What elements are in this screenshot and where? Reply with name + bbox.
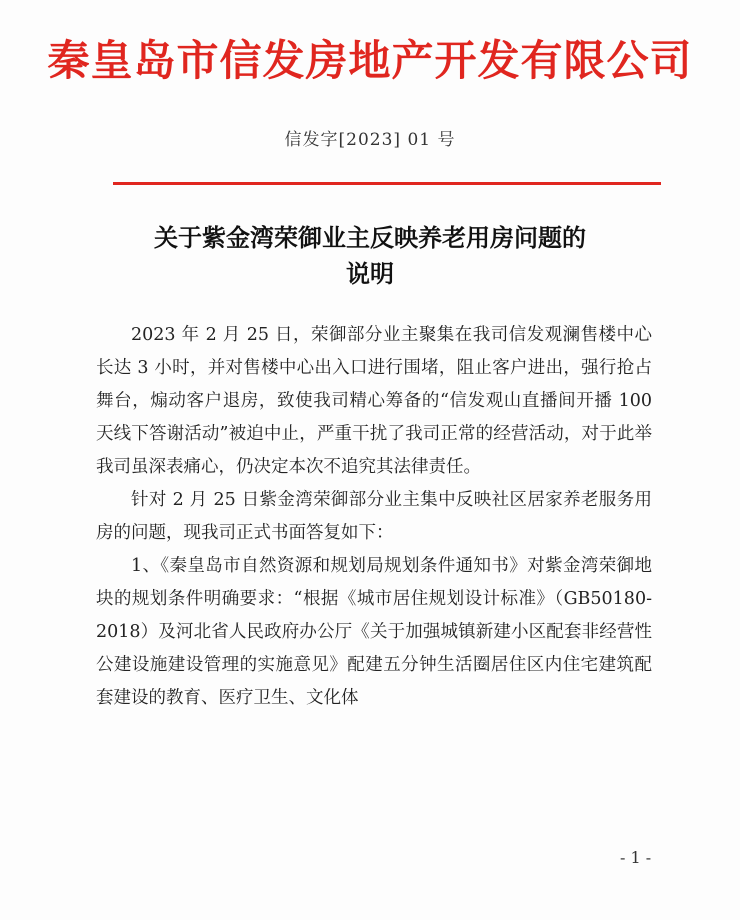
body-paragraph-incident: 2023 年 2 月 25 日，荣御部分业主聚集在我司信发观澜售楼中心长达 3 小时，并对售楼中心出入口进行围堵，阻止客户进出，强行抢占舞台，煽动客户退房，致使我司精心筹备的“信发观山直播间开播 100 天线下答谢活动”被迫中止，严重干扰了我司正常的经营活动，对于此举我司虽深表痛心，仍决定本次不追究其法律责任。 [96, 325, 652, 477]
body-paragraph-response-intro: 针对 2 月 25 日紫金湾荣御部分业主集中反映社区居家养老服务用房的问题，现我司正式书面答复如下： [96, 490, 652, 543]
page-number: - 1 - [620, 848, 652, 867]
body-paragraph-item-1: 1、《秦皇岛市自然资源和规划局规划条件通知书》对紫金湾荣御地块的规划条件明确要求：“根据《城市居住规划设计标准》（GB50180-2018）及河北省人民政府办公厅《关于加强城镇新建小区配套非经营性公建设施建设管理的实施意见》配建五分钟生活圈居住区内住宅建筑配套建设的教育、医疗卫生、文化体 [96, 556, 652, 708]
document-body [96, 319, 652, 715]
document-title-line-1: 关于紫金湾荣御业主反映养老用房问题的 [154, 224, 586, 252]
document-number: 信发字[2023] 01 号 [284, 130, 456, 150]
document-title [70, 220, 670, 292]
letterhead-red-divider [113, 182, 661, 185]
letterhead-company-name: 秦皇岛市信发房地产开发有限公司 [47, 36, 693, 85]
document-title-line-2: 说明 [346, 260, 394, 288]
